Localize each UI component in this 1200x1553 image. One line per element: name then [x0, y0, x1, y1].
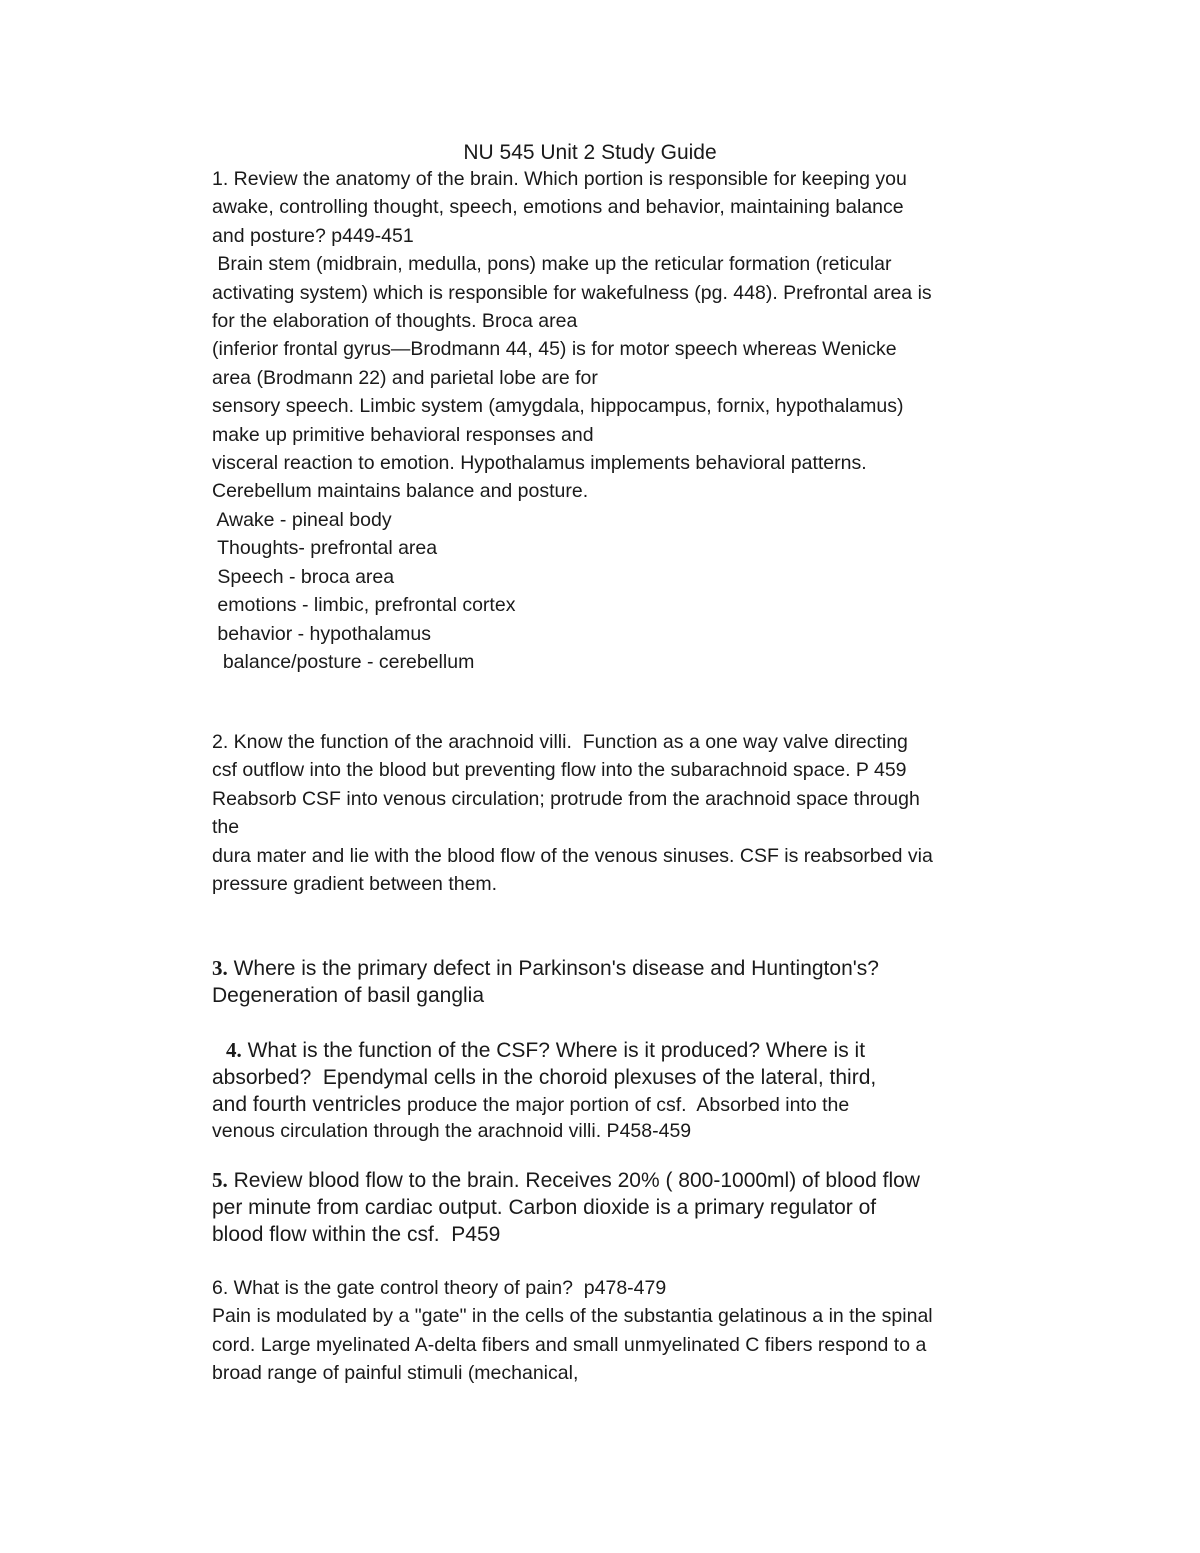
- section-4-text: produce the major portion of csf. Absorbed into the: [406, 1094, 850, 1116]
- section-5-text: Review blood flow to the brain. Receives 20% ( 800-1000ml) of blood flow: [227, 1169, 920, 1192]
- section-4-text: What is the function of the CSF? Where is it produced? Where is it: [241, 1039, 866, 1062]
- section-6-line: broad range of painful stimuli (mechanical,: [212, 1362, 579, 1385]
- section-1-line: visceral reaction to emotion. Hypothalamus implements behavioral patterns.: [212, 452, 867, 475]
- section-1-line: Thoughts- prefrontal area: [212, 537, 438, 560]
- section-1-line: make up primitive behavioral responses and: [212, 423, 594, 446]
- section-1: [212, 165, 1032, 676]
- section-4-question: [212, 1037, 1052, 1064]
- section-2-line: dura mater and lie with the blood flow of the venous sinuses. CSF is reabsorbed via: [212, 844, 933, 867]
- section-5: [212, 1167, 1052, 1248]
- section-2-line: pressure gradient between them.: [212, 873, 498, 896]
- section-1-line: for the elaboration of thoughts. Broca area: [212, 310, 578, 333]
- section-1-line: Cerebellum maintains balance and posture.: [212, 480, 589, 503]
- section-2-line: 2. Know the function of the arachnoid villi. Function as a one way valve directing: [212, 731, 908, 753]
- section-2-line: Reabsorb CSF into venous circulation; protrude from the arachnoid space through: [212, 787, 920, 810]
- section-1-line: (inferior frontal gyrus—Brodmann 44, 45) is for motor speech whereas Wenicke: [212, 338, 897, 361]
- section-4-line: absorbed? Ependymal cells in the choroid plexuses of the lateral, third,: [212, 1066, 877, 1089]
- section-1-line: area (Brodmann 22) and parietal lobe are for: [212, 366, 598, 389]
- section-4: [212, 1037, 1052, 1143]
- section-6: [212, 1274, 1032, 1388]
- section-1-line: behavior - hypothalamus: [212, 622, 431, 645]
- section-2-line: the: [212, 816, 240, 839]
- section-1-line: Awake - pineal body: [212, 508, 392, 531]
- section-5-line: per minute from cardiac output. Carbon dioxide is a primary regulator of: [212, 1196, 877, 1219]
- section-4-text: and fourth ventricles: [212, 1093, 407, 1116]
- section-1-line: awake, controlling thought, speech, emotions and behavior, maintaining balance: [212, 196, 904, 219]
- section-4-line: [212, 1091, 1052, 1119]
- section-1-line: balance/posture - cerebellum: [212, 650, 475, 673]
- section-3-text: Where is the primary defect in Parkinson's disease and Huntington's?: [227, 957, 879, 980]
- question-number: 5.: [212, 1168, 228, 1192]
- section-1-line: activating system) which is responsible for wakefulness (pg. 448). Prefrontal area is: [212, 281, 932, 304]
- section-2-line: csf outflow into the blood but preventing flow into the subarachnoid space. P 459: [212, 759, 907, 782]
- question-number: 4.: [226, 1038, 242, 1062]
- section-4-line: venous circulation through the arachnoid villi. P458-459: [212, 1120, 692, 1142]
- section-6-line: 6. What is the gate control theory of pain? p478-479: [212, 1277, 667, 1299]
- section-5-line: blood flow within the csf. P459: [212, 1223, 501, 1246]
- question-number: 3.: [212, 956, 228, 980]
- section-1-line: sensory speech. Limbic system (amygdala, hippocampus, fornix, hypothalamus): [212, 395, 904, 418]
- section-2: [212, 728, 1032, 898]
- document-title: NU 545 Unit 2 Study Guide: [463, 141, 717, 164]
- section-1-line: Speech - broca area: [212, 565, 395, 588]
- section-3-question: [212, 955, 1052, 982]
- section-3: [212, 955, 1052, 1009]
- section-3-answer: Degeneration of basil ganglia: [212, 984, 485, 1007]
- section-6-line: cord. Large myelinated A-delta fibers and small unmyelinated C fibers respond to a: [212, 1333, 927, 1356]
- section-1-line: 1. Review the anatomy of the brain. Which portion is responsible for keeping you: [212, 168, 907, 190]
- section-6-line: Pain is modulated by a "gate" in the cells of the substantia gelatinous a in the spinal: [212, 1305, 933, 1328]
- section-1-line: Brain stem (midbrain, medulla, pons) make up the reticular formation (reticular: [212, 253, 892, 276]
- section-1-line: emotions - limbic, prefrontal cortex: [212, 594, 516, 617]
- section-5-question: [212, 1167, 1052, 1194]
- section-1-line: and posture? p449-451: [212, 224, 414, 247]
